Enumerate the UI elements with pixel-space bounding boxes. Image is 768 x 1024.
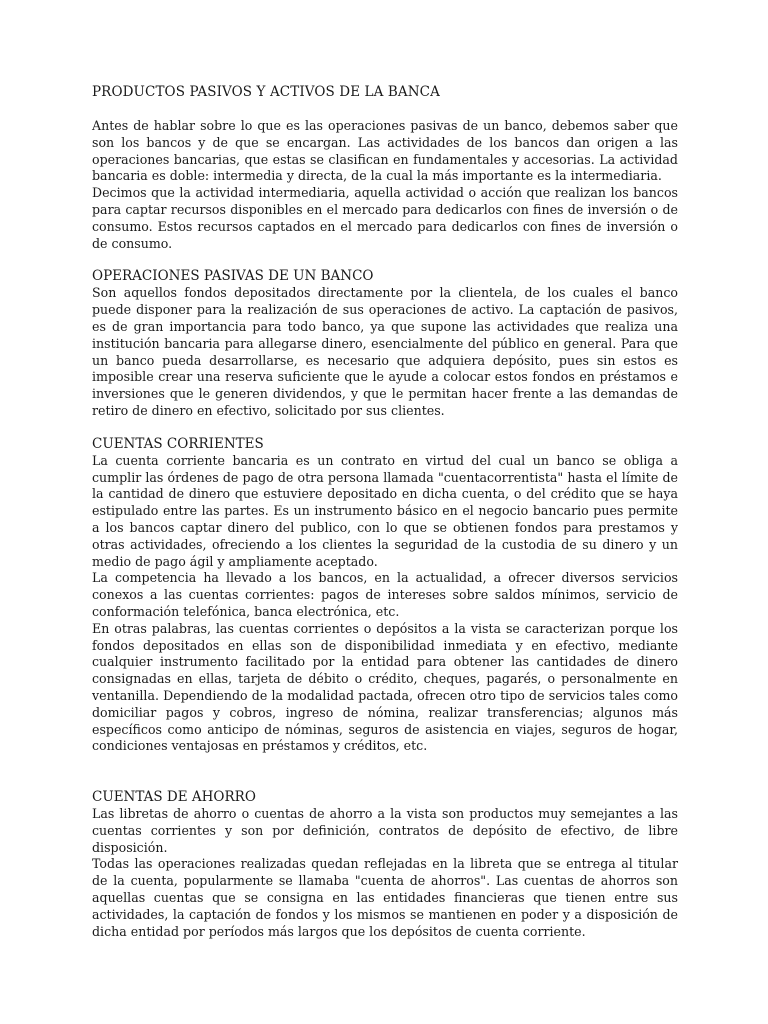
intro-section [92,118,678,252]
section-paragraph: En otras palabras, las cuentas corrientes o depósitos a la vista se caracterizan porque los fondos depositados en ellas son de disponibilidad inmediata y en efectivo, mediante cualquier instrumento facilitado por la entidad para obtener las cantidades de dinero consignadas en ellas, tarjeta de débito o crédito, cheques, pagarés, o personalmente en ventanilla. Dependiendo de la modalidad pactada, ofrecen otro tipo de servicios tales como domiciliar pagos y cobros, ingreso de nómina, realizar transferencias; algunos más específicos como anticipo de nóminas, seguros de asistencia en viajes, seguros de hogar, condiciones ventajosas en préstamos y créditos, etc. [92,620,678,754]
section-paragraph: La competencia ha llevado a los bancos, en la actualidad, a ofrecer diversos servicios conexos a las cuentas corrientes: pagos de intereses sobre saldos mínimos, servicio de conformación telefónica, banca electrónica, etc. [92,570,678,619]
section-cuentas-corrientes [92,436,678,755]
section-paragraph: Son aquellos fondos depositados directamente por la clientela, de los cuales el banco puede disponer para la realización de sus operaciones de activo. La captación de pasivos, es de gran importancia para todo banco, ya que supone las actividades que realiza una institución bancaria para allegarse dinero, esencialmente del público en general. Para que un banco pueda desarrollarse, es necesario que adquiera depósito, pues sin estos es imposible crear una reserva suficiente que le ayude a colocar estos fondos en préstamos e inversiones que le generen dividendos, y que le permitan hacer frente a las demandas de retiro de dinero en efectivo, solicitado por sus clientes. [92,285,678,418]
section-heading: CUENTAS CORRIENTES [92,435,264,452]
intro-paragraph-1: Antes de hablar sobre lo que es las operaciones pasivas de un banco, debemos saber que son los bancos y de que se encargan. Las actividades de los bancos dan origen a las operaciones bancarias, que estas se clasifican en fundamentales y accesorias. La actividad bancaria es doble: intermedia y directa, de la cual la más importante es la intermediaria. [92,118,678,184]
section-heading: OPERACIONES PASIVAS DE UN BANCO [92,268,374,285]
intro-paragraph-2: Decimos que la actividad intermediaria, aquella actividad o acción que realizan los bancos para captar recursos disponibles en el mercado para dedicarlos con fines de inversión o de consumo. Estos recursos captados en el mercado para dedicarlos con fines de inversión o de consumo. [92,185,678,251]
section-paragraph: Las libretas de ahorro o cuentas de ahorro a la vista son productos muy semejantes a las cuentas corrientes y son por definición, contratos de depósito de efectivo, de libre disposición. [92,806,678,855]
section-paragraph: La cuenta corriente bancaria es un contrato en virtud del cual un banco se obliga a cumplir las órdenes de pago de otra persona llamada "cuentacorrentista" hasta el límite de la cantidad de dinero que estuviere depositado en dicha cuenta, o del crédito que se haya estipulado entre las partes. Es un instrumento básico en el negocio bancario pues permite a los bancos captar dinero del publico, con lo que se obtienen fondos para prestamos y otras actividades, ofreciendo a los clientes la seguridad de la custodia de su dinero y un medio de pago ágil y ampliamente aceptado. [92,452,678,569]
section-cuentas-de-ahorro [92,789,678,940]
section-operaciones-pasivas [92,268,678,419]
document-title: PRODUCTOS PASIVOS Y ACTIVOS DE LA BANCA [92,84,440,100]
section-heading: CUENTAS DE AHORRO [92,789,256,806]
document-page [92,84,678,940]
section-paragraph: Todas las operaciones realizadas quedan reflejadas en la libreta que se entrega al titular de la cuenta, popularmente se llamaba "cuenta de ahorros". Las cuentas de ahorros son aquellas cuentas que se consigna en las entidades financieras que tienen entre sus actividades, la captación de fondos y los mismos se mantienen en poder y a disposición de dicha entidad por períodos más largos que los depósitos de cuenta corriente. [92,856,678,939]
